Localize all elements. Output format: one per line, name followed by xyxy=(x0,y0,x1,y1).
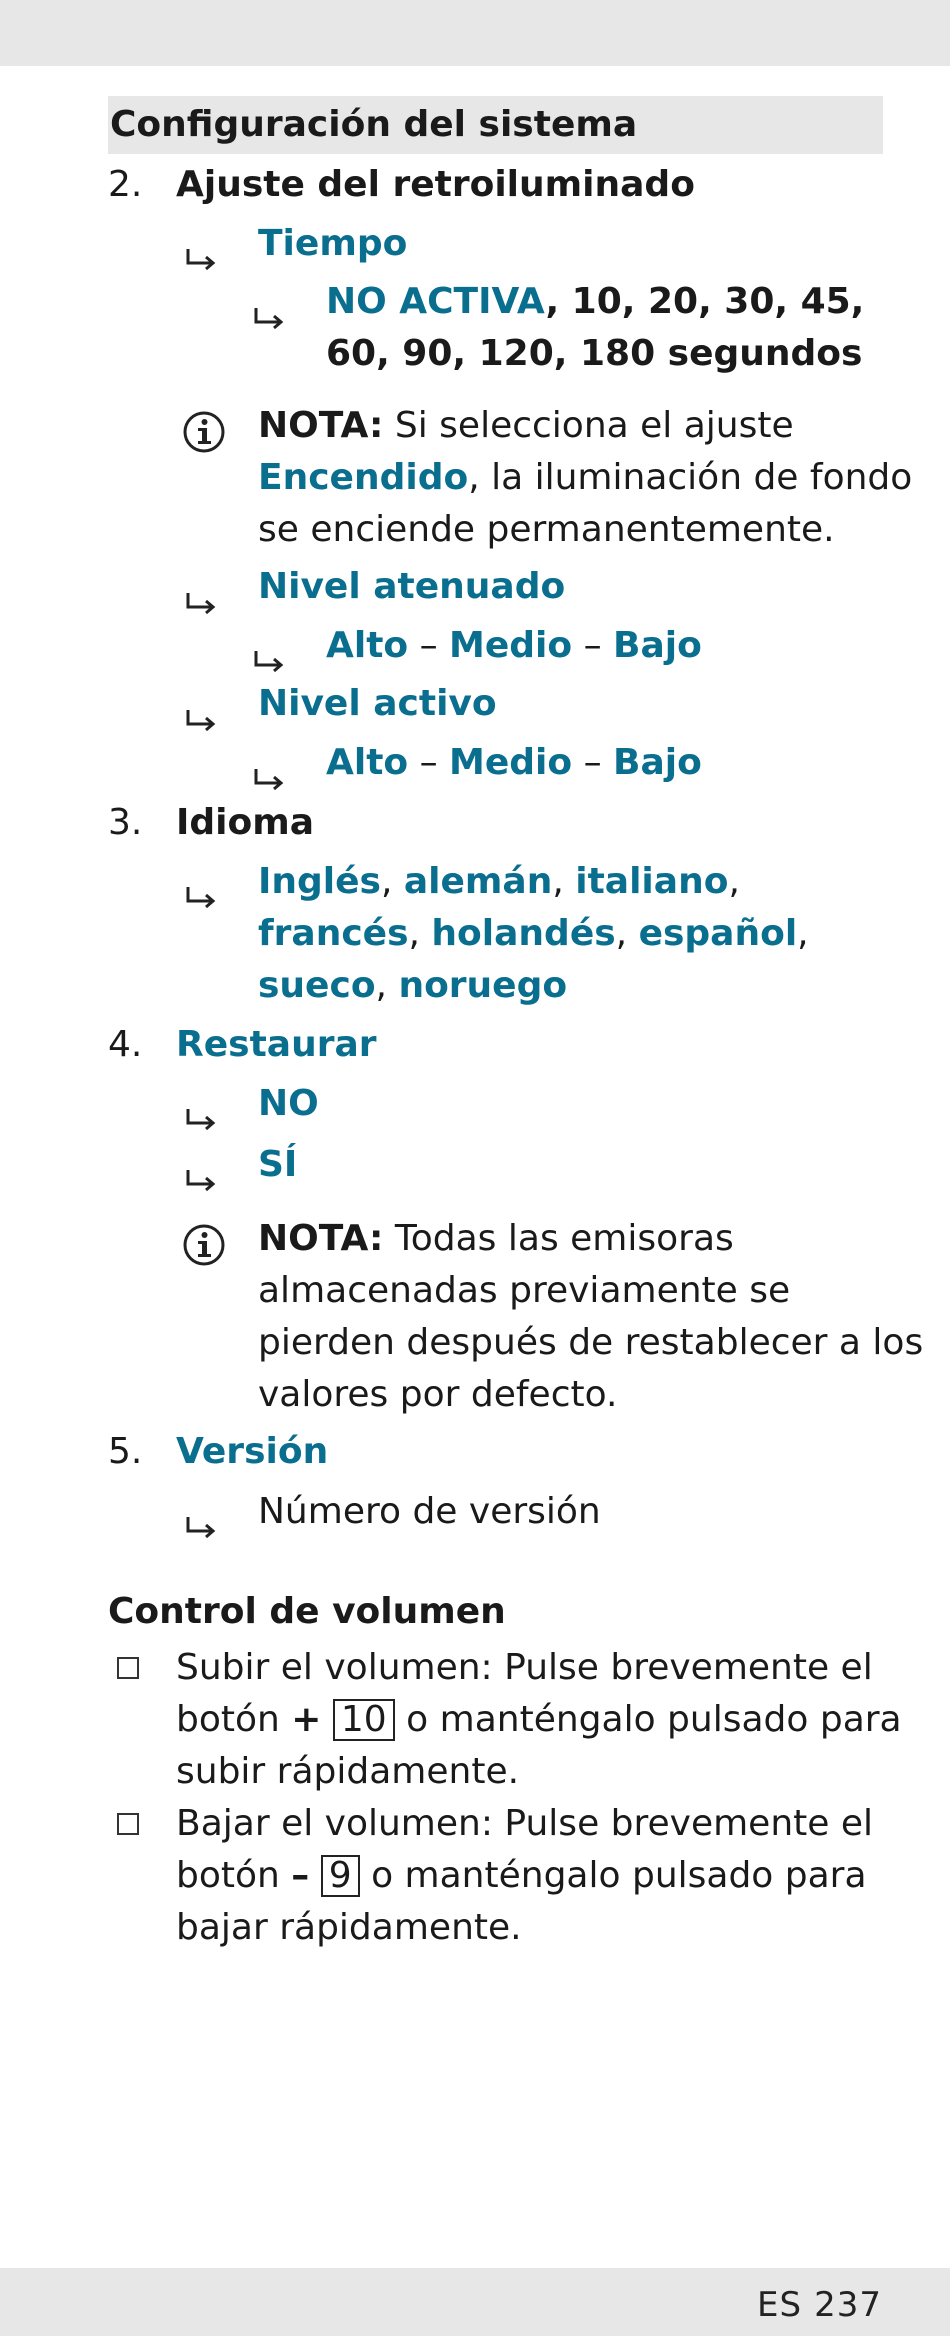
bullet-box xyxy=(117,1813,139,1835)
tiempo-option-off: NO ACTIVA xyxy=(326,281,546,322)
info-icon xyxy=(182,410,226,454)
nota2-text1: Todas las emisoras xyxy=(383,1218,734,1259)
sub-arrow-icon xyxy=(182,698,222,738)
text: botón xyxy=(176,1699,292,1740)
item-4-number: 4. xyxy=(108,1024,143,1065)
volume-up-line1: Subir el volumen: Pulse brevemente el xyxy=(176,1647,873,1688)
nota2-line3: pierden después de restablecer a los xyxy=(258,1322,924,1363)
item-3-title: Idioma xyxy=(176,802,315,843)
sub-arrow-icon xyxy=(182,1505,222,1545)
volume-up-line2 xyxy=(176,1698,902,1742)
volume-up-line3: subir rápidamente. xyxy=(176,1751,520,1792)
sub-arrow-icon xyxy=(250,757,290,797)
footer-language: ES xyxy=(757,2285,803,2325)
option-alto: Alto xyxy=(326,742,409,783)
text: o manténgalo pulsado para xyxy=(359,1855,867,1896)
header-band xyxy=(0,0,950,66)
option-medio: Medio xyxy=(449,742,573,783)
language-option: Inglés xyxy=(258,861,381,902)
option-bajo: Bajo xyxy=(613,742,702,783)
sub-arrow-icon xyxy=(250,639,290,679)
page-number: 237 xyxy=(814,2285,882,2325)
tiempo-options-line2: 60, 90, 120, 180 segundos xyxy=(326,333,863,374)
restaurar-option-si: SÍ xyxy=(258,1144,298,1185)
nota1-line3: se enciende permanentemente. xyxy=(258,509,835,550)
key-reference-10: 10 xyxy=(333,1699,395,1741)
page-footer xyxy=(757,2285,882,2325)
restaurar-option-no: NO xyxy=(258,1083,319,1124)
nota1-text1: Si selecciona el ajuste xyxy=(383,405,794,446)
nota1-line1 xyxy=(258,404,794,448)
text: botón xyxy=(176,1855,292,1896)
sub-arrow-icon xyxy=(182,237,222,277)
language-option: italiano xyxy=(575,861,729,902)
key-reference-9: 9 xyxy=(321,1855,360,1897)
option-medio: Medio xyxy=(449,625,573,666)
item-2-title: Ajuste del retroiluminado xyxy=(176,164,695,205)
item-5-title: Versión xyxy=(176,1431,329,1472)
language-option: francés xyxy=(258,913,409,954)
nivel-activo-options xyxy=(326,741,702,785)
language-option: noruego xyxy=(398,965,568,1006)
sub-arrow-icon xyxy=(182,875,222,915)
idiomas-line3: sueco, noruego xyxy=(258,965,568,1006)
language-option: alemán xyxy=(403,861,553,902)
nota2-line4: valores por defecto. xyxy=(258,1374,618,1415)
separator: – xyxy=(408,742,450,783)
idiomas-line1: Inglés, alemán, italiano, xyxy=(258,861,740,902)
item-2-number: 2. xyxy=(108,164,143,205)
info-icon xyxy=(182,1223,226,1267)
sub-arrow-icon xyxy=(182,581,222,621)
nivel-atenuado-options xyxy=(326,624,702,668)
separator: – xyxy=(572,742,614,783)
nota1-label: NOTA: xyxy=(258,405,384,446)
language-option: sueco xyxy=(258,965,376,1006)
nota2-line1 xyxy=(258,1217,734,1261)
section-title: Configuración del sistema xyxy=(108,96,883,154)
version-number-text: Número de versión xyxy=(258,1491,601,1532)
sub-arrow-icon xyxy=(182,1097,222,1137)
separator: – xyxy=(572,625,614,666)
nivel-activo-label: Nivel activo xyxy=(258,683,497,724)
text: o manténgalo pulsado para xyxy=(394,1699,902,1740)
idiomas-line2: francés, holandés, español, xyxy=(258,913,809,954)
plus-symbol: + xyxy=(291,1699,322,1740)
volume-section-title: Control de volumen xyxy=(108,1591,506,1632)
tiempo-label: Tiempo xyxy=(258,223,408,264)
nota1-highlight: Encendido xyxy=(258,457,469,498)
minus-symbol: – xyxy=(291,1855,310,1896)
option-alto: Alto xyxy=(326,625,409,666)
option-bajo: Bajo xyxy=(613,625,702,666)
nota1-text2: , la iluminación de fondo xyxy=(468,457,913,498)
tiempo-options-rest: , 10, 20, 30, 45, xyxy=(545,281,865,322)
item-3-number: 3. xyxy=(108,802,143,843)
sub-arrow-icon xyxy=(182,1158,222,1198)
language-option: español xyxy=(638,913,798,954)
separator: – xyxy=(408,625,450,666)
volume-down-line1: Bajar el volumen: Pulse brevemente el xyxy=(176,1803,874,1844)
sub-arrow-icon xyxy=(250,296,290,336)
bullet-box xyxy=(117,1657,139,1679)
nota2-label: NOTA: xyxy=(258,1218,384,1259)
nota1-line2 xyxy=(258,456,912,500)
item-4-title: Restaurar xyxy=(176,1024,377,1065)
volume-down-line3: bajar rápidamente. xyxy=(176,1907,522,1948)
language-option: holandés xyxy=(431,913,616,954)
nota2-line2: almacenadas previamente se xyxy=(258,1270,791,1311)
volume-down-line2 xyxy=(176,1854,867,1898)
tiempo-options-line1 xyxy=(326,280,864,324)
nivel-atenuado-label: Nivel atenuado xyxy=(258,566,566,607)
item-5-number: 5. xyxy=(108,1431,143,1472)
